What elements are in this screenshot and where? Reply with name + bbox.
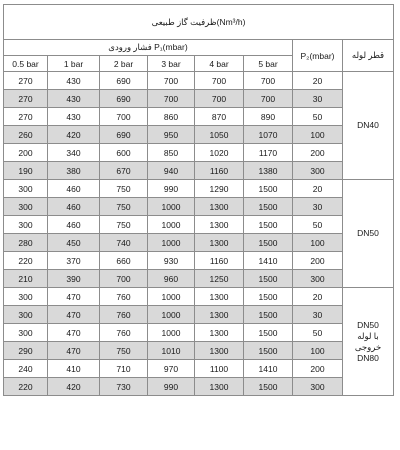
capacity-cell: 460 <box>48 216 100 234</box>
capacity-cell: 750 <box>100 342 148 360</box>
capacity-cell: 370 <box>48 252 100 270</box>
capacity-cell: 420 <box>48 126 100 144</box>
inlet-col-header: 0.5 bar <box>4 56 48 72</box>
capacity-cell: 1000 <box>148 288 195 306</box>
capacity-cell: 1500 <box>244 306 293 324</box>
capacity-cell: 1100 <box>195 360 244 378</box>
p2-cell: 20 <box>293 288 343 306</box>
capacity-cell: 270 <box>4 90 48 108</box>
capacity-cell: 240 <box>4 360 48 378</box>
capacity-cell: 450 <box>48 234 100 252</box>
p2-cell: 300 <box>293 378 343 396</box>
capacity-cell: 690 <box>100 90 148 108</box>
table-row <box>4 180 394 198</box>
capacity-cell: 1170 <box>244 144 293 162</box>
table-row <box>4 198 394 216</box>
pipe-size-header: قطر لوله <box>343 40 394 72</box>
capacity-cell: 1300 <box>195 378 244 396</box>
capacity-cell: 990 <box>148 378 195 396</box>
p2-cell: 300 <box>293 162 343 180</box>
capacity-cell: 1410 <box>244 360 293 378</box>
p2-cell: 20 <box>293 180 343 198</box>
capacity-cell: 1380 <box>244 162 293 180</box>
capacity-cell: 1160 <box>195 162 244 180</box>
p2-cell: 200 <box>293 144 343 162</box>
capacity-cell: 1290 <box>195 180 244 198</box>
pipe-size-label: DN50 <box>357 228 379 238</box>
inlet-pressure-header: فشار ورودی P₁(mbar) <box>4 40 293 56</box>
pipe-size-label: با لوله خروجی <box>354 330 382 352</box>
capacity-cell: 470 <box>48 324 100 342</box>
p2-cell: 30 <box>293 198 343 216</box>
p2-cell: 100 <box>293 126 343 144</box>
table-row <box>4 360 394 378</box>
capacity-cell: 740 <box>100 234 148 252</box>
capacity-cell: 700 <box>244 72 293 90</box>
capacity-cell: 660 <box>100 252 148 270</box>
capacity-table <box>3 4 394 396</box>
table-row <box>4 90 394 108</box>
capacity-cell: 730 <box>100 378 148 396</box>
table-row <box>4 72 394 90</box>
capacity-cell: 300 <box>4 306 48 324</box>
inlet-col-header: 5 bar <box>244 56 293 72</box>
capacity-cell: 1300 <box>195 342 244 360</box>
capacity-cell: 760 <box>100 324 148 342</box>
pipe-size-cell <box>343 72 394 180</box>
inlet-col-header: 4 bar <box>195 56 244 72</box>
capacity-cell: 1020 <box>195 144 244 162</box>
table-row <box>4 162 394 180</box>
capacity-cell: 430 <box>48 90 100 108</box>
table-row <box>4 270 394 288</box>
capacity-cell: 470 <box>48 342 100 360</box>
capacity-cell: 710 <box>100 360 148 378</box>
capacity-cell: 300 <box>4 216 48 234</box>
capacity-cell: 1000 <box>148 324 195 342</box>
p2-cell: 30 <box>293 306 343 324</box>
table-row <box>4 324 394 342</box>
capacity-cell: 700 <box>244 90 293 108</box>
p2-cell: 50 <box>293 108 343 126</box>
capacity-cell: 1300 <box>195 306 244 324</box>
table-row <box>4 144 394 162</box>
capacity-cell: 700 <box>100 108 148 126</box>
capacity-cell: 950 <box>148 126 195 144</box>
capacity-cell: 700 <box>148 90 195 108</box>
capacity-cell: 220 <box>4 378 48 396</box>
capacity-cell: 300 <box>4 288 48 306</box>
inlet-col-header: 2 bar <box>100 56 148 72</box>
capacity-cell: 750 <box>100 216 148 234</box>
capacity-cell: 1500 <box>244 270 293 288</box>
p2-cell: 100 <box>293 234 343 252</box>
capacity-cell: 1500 <box>244 342 293 360</box>
capacity-cell: 470 <box>48 288 100 306</box>
capacity-cell: 1300 <box>195 234 244 252</box>
capacity-cell: 1000 <box>148 198 195 216</box>
inlet-col-header: 1 bar <box>48 56 100 72</box>
capacity-cell: 430 <box>48 72 100 90</box>
capacity-cell: 690 <box>100 126 148 144</box>
capacity-cell: 860 <box>148 108 195 126</box>
capacity-cell: 750 <box>100 180 148 198</box>
capacity-cell: 1250 <box>195 270 244 288</box>
table-row <box>4 108 394 126</box>
capacity-cell: 970 <box>148 360 195 378</box>
p2-cell: 200 <box>293 360 343 378</box>
capacity-cell: 700 <box>100 270 148 288</box>
table-title: ظرفیت گاز طبیعی(Nm³/h) <box>4 5 394 40</box>
capacity-cell: 690 <box>100 72 148 90</box>
p2-cell: 100 <box>293 342 343 360</box>
pipe-size-cell <box>343 180 394 288</box>
capacity-cell: 1500 <box>244 216 293 234</box>
p2-cell: 50 <box>293 216 343 234</box>
capacity-cell: 700 <box>195 90 244 108</box>
capacity-cell: 1500 <box>244 234 293 252</box>
inlet-col-header: 3 bar <box>148 56 195 72</box>
table-row <box>4 216 394 234</box>
p2-cell: 20 <box>293 72 343 90</box>
table-row <box>4 342 394 360</box>
capacity-cell: 410 <box>48 360 100 378</box>
table-row <box>4 126 394 144</box>
capacity-cell: 700 <box>148 72 195 90</box>
capacity-cell: 420 <box>48 378 100 396</box>
capacity-cell: 1300 <box>195 216 244 234</box>
capacity-cell: 260 <box>4 126 48 144</box>
capacity-cell: 460 <box>48 198 100 216</box>
title-row <box>4 5 394 40</box>
capacity-cell: 290 <box>4 342 48 360</box>
capacity-cell: 300 <box>4 198 48 216</box>
capacity-cell: 1300 <box>195 288 244 306</box>
capacity-cell: 1300 <box>195 324 244 342</box>
table-row <box>4 288 394 306</box>
pipe-size-label: DN80 <box>357 352 379 363</box>
capacity-cell: 270 <box>4 72 48 90</box>
capacity-cell: 300 <box>4 180 48 198</box>
p2-header: P₂(mbar) <box>293 40 343 72</box>
capacity-cell: 280 <box>4 234 48 252</box>
capacity-cell: 1000 <box>148 306 195 324</box>
capacity-cell: 1500 <box>244 180 293 198</box>
table-row <box>4 234 394 252</box>
p2-cell: 200 <box>293 252 343 270</box>
capacity-cell: 700 <box>195 72 244 90</box>
capacity-cell: 200 <box>4 144 48 162</box>
capacity-cell: 430 <box>48 108 100 126</box>
capacity-cell: 850 <box>148 144 195 162</box>
capacity-cell: 190 <box>4 162 48 180</box>
capacity-cell: 870 <box>195 108 244 126</box>
capacity-cell: 600 <box>100 144 148 162</box>
capacity-table-container <box>3 4 393 396</box>
capacity-cell: 940 <box>148 162 195 180</box>
capacity-cell: 1500 <box>244 288 293 306</box>
pipe-size-cell <box>343 288 394 396</box>
capacity-cell: 270 <box>4 108 48 126</box>
capacity-cell: 1500 <box>244 198 293 216</box>
capacity-cell: 960 <box>148 270 195 288</box>
capacity-cell: 1000 <box>148 216 195 234</box>
capacity-cell: 300 <box>4 324 48 342</box>
capacity-cell: 210 <box>4 270 48 288</box>
p2-cell: 300 <box>293 270 343 288</box>
capacity-cell: 380 <box>48 162 100 180</box>
capacity-cell: 670 <box>100 162 148 180</box>
capacity-cell: 1000 <box>148 234 195 252</box>
capacity-cell: 340 <box>48 144 100 162</box>
capacity-cell: 750 <box>100 198 148 216</box>
pipe-size-label: DN40 <box>357 120 379 130</box>
table-row <box>4 378 394 396</box>
pipe-size-label: DN50 <box>357 319 379 330</box>
capacity-cell: 1300 <box>195 198 244 216</box>
header-row-1 <box>4 40 394 56</box>
p2-cell: 30 <box>293 90 343 108</box>
capacity-cell: 220 <box>4 252 48 270</box>
capacity-cell: 1160 <box>195 252 244 270</box>
p2-cell: 50 <box>293 324 343 342</box>
capacity-cell: 460 <box>48 180 100 198</box>
capacity-cell: 1070 <box>244 126 293 144</box>
capacity-cell: 1050 <box>195 126 244 144</box>
capacity-cell: 390 <box>48 270 100 288</box>
table-row <box>4 306 394 324</box>
capacity-cell: 990 <box>148 180 195 198</box>
capacity-cell: 1500 <box>244 324 293 342</box>
capacity-cell: 1500 <box>244 378 293 396</box>
capacity-cell: 760 <box>100 306 148 324</box>
capacity-cell: 1010 <box>148 342 195 360</box>
capacity-cell: 1410 <box>244 252 293 270</box>
capacity-cell: 930 <box>148 252 195 270</box>
capacity-cell: 890 <box>244 108 293 126</box>
capacity-cell: 470 <box>48 306 100 324</box>
capacity-cell: 760 <box>100 288 148 306</box>
table-row <box>4 252 394 270</box>
